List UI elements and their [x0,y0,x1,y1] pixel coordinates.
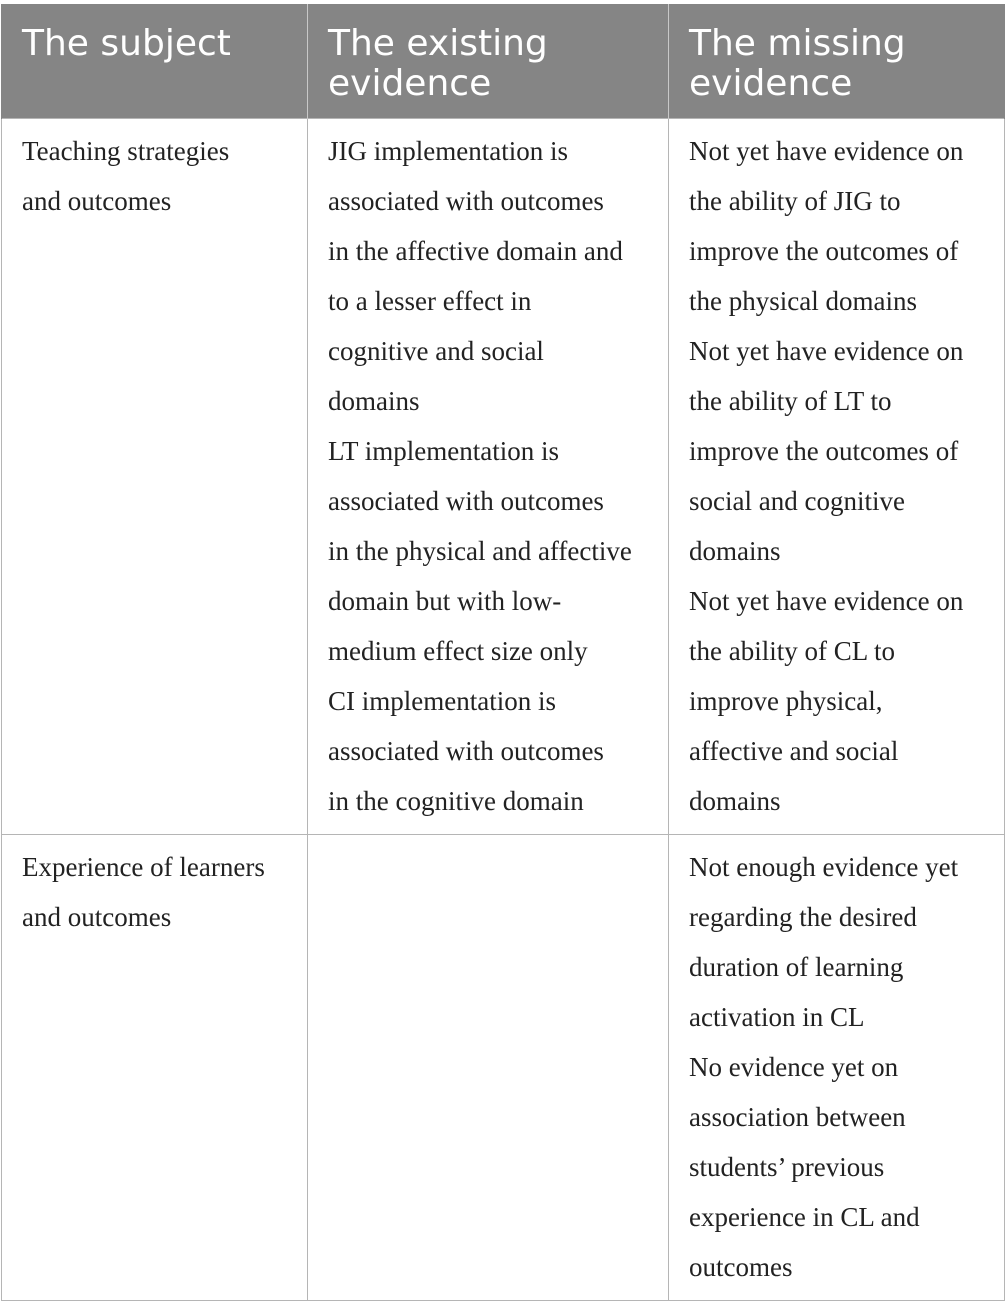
subject-cell [2,835,308,1301]
missing-evidence-cell [669,835,1005,1301]
cell-line: LT implementation is [328,436,559,466]
cell-line: regarding the desired [689,902,917,932]
cell-line: affective and social [689,736,899,766]
cell-line: in the cognitive domain [328,786,584,816]
cell-line: duration of learning [689,952,904,982]
cell-line: social and cognitive [689,486,905,516]
table-body [2,119,1005,1301]
cell-line: improve the outcomes of [689,236,959,266]
cell-line: domains [689,786,781,816]
header-subject [2,4,308,119]
cell-line: associated with outcomes [328,736,604,766]
cell-line: domains [328,386,420,416]
cell-line: in the affective domain and [328,236,623,266]
cell-line: outcomes [689,1252,793,1282]
cell-line: experience in CL and [689,1202,920,1232]
header-subject-label: The subject [22,23,231,64]
cell-line: Not enough evidence yet [689,852,959,882]
existing-evidence-cell [308,119,669,835]
cell-line: improve physical, [689,686,883,716]
table-header [2,4,1005,119]
cell-line: and outcomes [22,902,172,932]
header-missing-line: The missing [689,23,906,64]
cell-line: activation in CL [689,1002,865,1032]
cell-line: domains [689,536,781,566]
header-existing-evidence [308,4,669,119]
cell-line: to a lesser effect in [328,286,532,316]
cell-line: No evidence yet on [689,1052,899,1082]
cell-line: the ability of CL to [689,636,895,666]
cell-line: medium effect size only [328,636,588,666]
cell-line: Not yet have evidence on [689,136,964,166]
header-missing-evidence [669,4,1005,119]
cell-line: associated with outcomes [328,486,604,516]
table-row [2,835,1005,1301]
cell-line: JIG implementation is [328,136,568,166]
cell-line: association between [689,1102,906,1132]
missing-evidence-cell [669,119,1005,835]
evidence-table [1,4,1005,1301]
existing-evidence-cell [308,835,669,1301]
cell-line: Teaching strategies [22,136,230,166]
cell-line: Not yet have evidence on [689,336,964,366]
cell-line: the physical domains [689,286,917,316]
cell-line: the ability of LT to [689,386,892,416]
cell-line: Experience of learners [22,852,265,882]
subject-cell [2,119,308,835]
cell-line: associated with outcomes [328,186,604,216]
cell-line: CI implementation is [328,686,556,716]
header-existing-line: evidence [328,63,492,104]
table-row [2,119,1005,835]
cell-line: and outcomes [22,186,172,216]
cell-line: cognitive and social [328,336,544,366]
cell-line: Not yet have evidence on [689,586,964,616]
cell-line: domain but with low- [328,586,562,616]
cell-line: the ability of JIG to [689,186,901,216]
header-row [2,4,1005,119]
cell-line: improve the outcomes of [689,436,959,466]
header-missing-line: evidence [689,63,853,104]
cell-line: in the physical and affective [328,536,632,566]
header-existing-line: The existing [328,23,548,64]
cell-line: students’ previous [689,1152,885,1182]
